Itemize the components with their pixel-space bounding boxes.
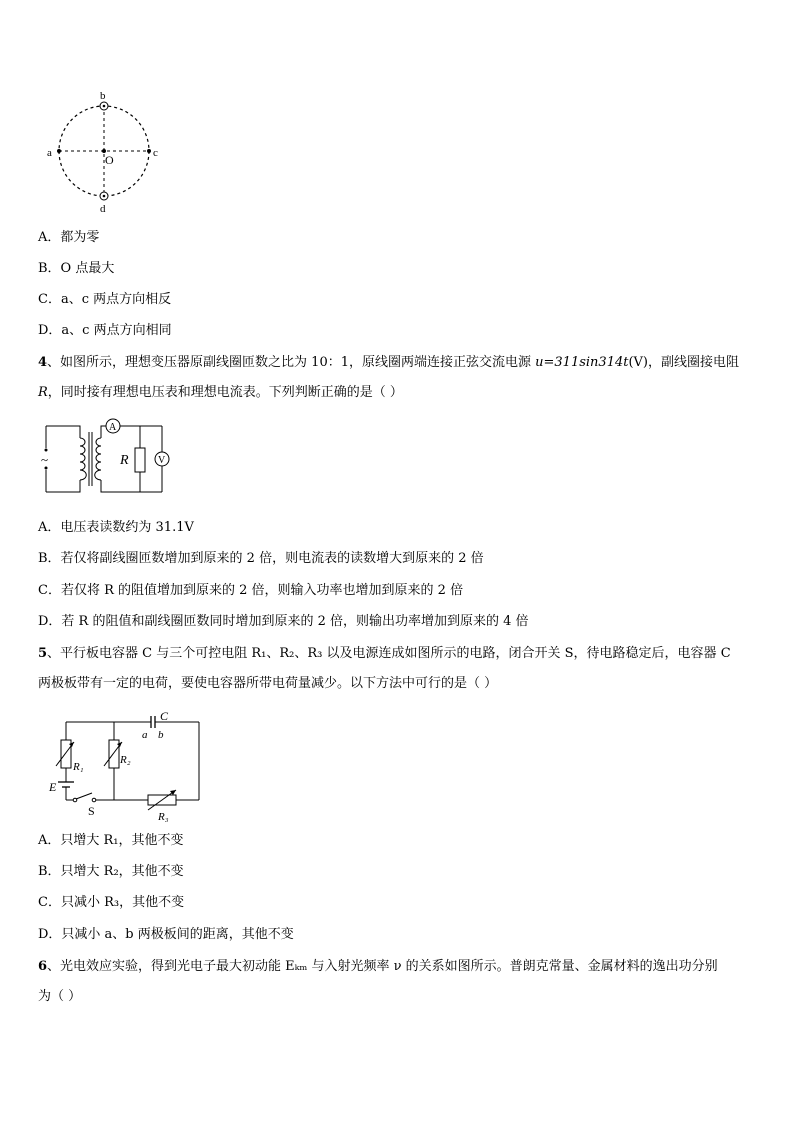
voltmeter-label: V bbox=[158, 455, 166, 466]
q4-formula: u=311sin314t bbox=[535, 355, 629, 370]
primary-wire-bottom bbox=[46, 480, 80, 492]
switch-label-s: S bbox=[88, 804, 95, 818]
ammeter-label: A bbox=[109, 422, 117, 433]
q3-option-a: A．都为零 bbox=[38, 230, 100, 245]
switch-terminal-right bbox=[92, 798, 96, 802]
q3-option-c: C．a、c 两点方向相反 bbox=[38, 292, 172, 307]
label-a: a bbox=[47, 147, 52, 159]
q6-stem-text: 、光电效应实验，得到光电子最大初动能 Eₖₘ 与入射光频率 ν 的关系如图所示。普朗克常量、金属材料的逸出功分别 bbox=[47, 959, 718, 974]
q4-stem-pre: 、如图所示，理想变压器原副线圈匝数之比为 10：1，原线圈两端连接正弦交流电源 bbox=[47, 355, 536, 370]
q3-option-b: B．O 点最大 bbox=[38, 261, 115, 276]
q3-circle-figure bbox=[40, 90, 170, 215]
q6-stem-line1 bbox=[38, 958, 718, 976]
q4-option-b: B．若仅将副线圈匝数增加到原来的 2 倍，则电流表的读数增大到原来的 2 倍 bbox=[38, 551, 484, 566]
q4-stem-post: (V)，副线圈接电阻 bbox=[628, 355, 740, 370]
q4-stem-rest: ，同时接有理想电压表和理想电流表。下列判断正确的是（ ） bbox=[47, 385, 403, 400]
secondary-bottom-wire bbox=[101, 480, 162, 492]
q4-r-symbol: R bbox=[38, 385, 48, 400]
label-c: c bbox=[153, 147, 158, 159]
point-c bbox=[147, 149, 151, 153]
q5-stem-text: 、平行板电容器 C 与三个可控电阻 R₁、R₂、R₃ 以及电源连成如图所示的电路，闭合开关 S，待电路稳定后，电容器 C bbox=[47, 646, 731, 661]
battery-label-e: E bbox=[49, 780, 57, 794]
primary-coil bbox=[80, 438, 86, 480]
primary-wire bbox=[46, 426, 80, 438]
label-b: b bbox=[100, 90, 106, 102]
q4-option-a: A．电压表读数约为 31.1V bbox=[38, 520, 194, 535]
capacitor-label-c: C bbox=[160, 709, 169, 723]
q4-option-c: C．若仅将 R 的阻值增加到原来的 2 倍，则输入功率也增加到原来的 2 倍 bbox=[38, 583, 464, 598]
resistor-label: R bbox=[120, 453, 129, 468]
q5-option-d: D．只减小 a、b 两极板间的距离，其他不变 bbox=[38, 927, 294, 942]
q6-number: 6 bbox=[38, 959, 48, 974]
q5-stem-line2: 两极板带有一定的电荷，要使电容器所带电荷量减少。以下方法中可行的是（ ） bbox=[38, 676, 498, 691]
wire-b-dot bbox=[103, 105, 106, 108]
q4-stem-line2 bbox=[38, 384, 403, 402]
q6-stem-line2: 为（ ） bbox=[38, 989, 82, 1004]
r1-label: R₁ bbox=[73, 761, 84, 773]
label-d: d bbox=[100, 203, 106, 215]
plate-label-a: a bbox=[142, 729, 148, 741]
q4-option-d: D．若 R 的阻值和副线圈匝数同时增加到原来的 2 倍，则输出功率增加到原来的 4 倍 bbox=[38, 614, 529, 629]
r3-label: R₃ bbox=[158, 811, 169, 823]
q4-transformer-figure bbox=[38, 418, 178, 500]
switch-blade bbox=[76, 793, 92, 799]
q5-option-c: C．只减小 R₃，其他不变 bbox=[38, 895, 185, 910]
q5-option-a: A．只增大 R₁，其他不变 bbox=[38, 833, 184, 848]
q4-number: 4 bbox=[38, 355, 48, 370]
q5-option-b: B．只增大 R₂，其他不变 bbox=[38, 864, 184, 879]
wire-d-dot bbox=[103, 195, 106, 198]
q5-stem-line1 bbox=[38, 645, 731, 663]
label-o: O bbox=[105, 153, 114, 167]
q3-option-d: D．a、c 两点方向相同 bbox=[38, 323, 172, 338]
q5-number: 5 bbox=[38, 646, 48, 661]
r2-label: R₂ bbox=[120, 754, 131, 766]
source-terminal-bottom bbox=[45, 467, 48, 470]
q4-stem-line1 bbox=[38, 354, 739, 372]
q5-circuit-figure bbox=[44, 708, 214, 824]
secondary-coil bbox=[95, 438, 101, 480]
secondary-top-wire bbox=[101, 426, 106, 438]
source-terminal-top bbox=[45, 449, 48, 452]
point-a bbox=[57, 149, 61, 153]
plate-label-b: b bbox=[158, 729, 164, 741]
resistor-r bbox=[135, 448, 145, 472]
ac-source-symbol: ~ bbox=[41, 452, 49, 467]
